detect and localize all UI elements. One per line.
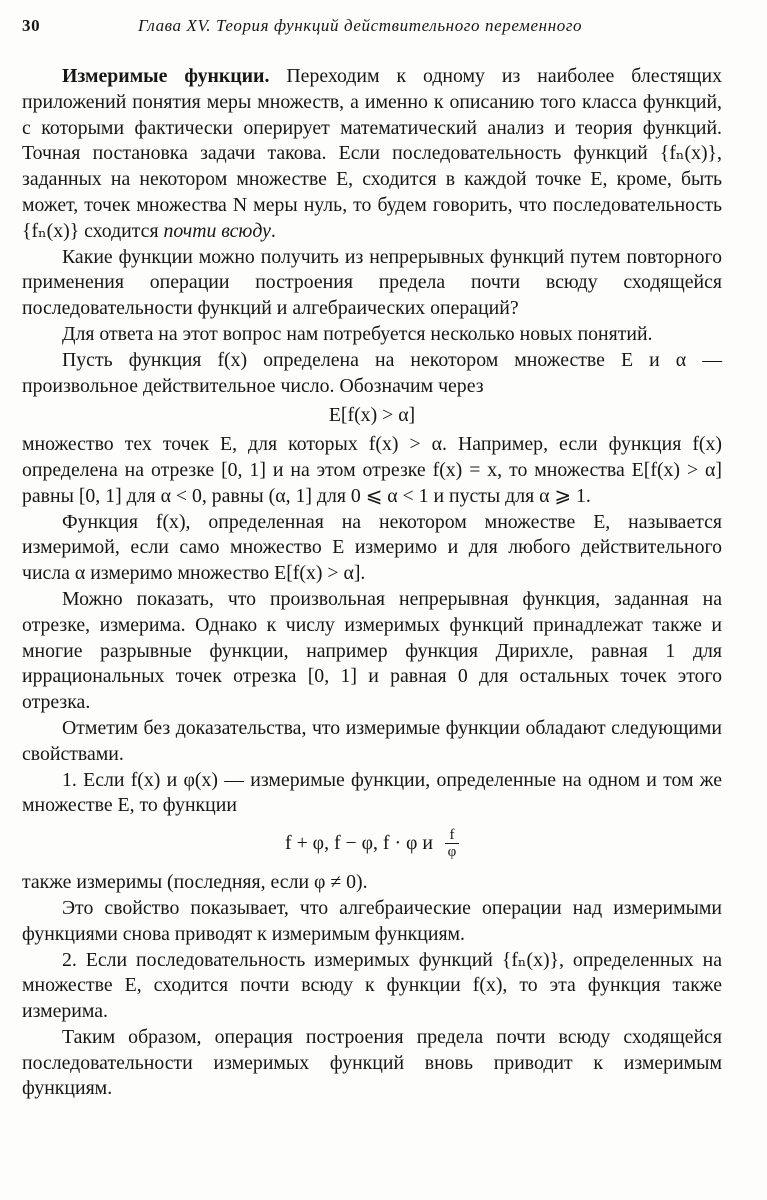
paragraph-definition: Функция f(x), определенная на некотором множестве E, называется измеримой, если само множество E измеримо и для любого действительного числа α измеримо множество E[f(x) > α]. (22, 510, 722, 585)
emphasis-almost-everywhere: почти всюду (163, 219, 271, 242)
paragraph-text: Переходим к одному из наиболее блестящих приложений понятия меры множеств, а именно к описанию того класса функций, с которыми фактически оперирует математический анализ и теория функций. Точная постановка задачи такова. Если последовательность функций {fₙ(x)}, заданных на некотором множестве E, сходится в каждой точке E, кроме, быть может, точек множества N меры нуль, то будем говорить, что последовательность {fₙ(x)} сходится (22, 65, 722, 242)
page-header (22, 16, 719, 46)
paragraph: Это свойство показывает, что алгебраические операции над измеримыми функциями снова приводят к измеримым функциям. (22, 896, 722, 945)
paragraph: Какие функции можно получить из непрерывных функций путем повторного применения операции построения предела почти всюду сходящейся последовательности функций и алгебраических операций? (22, 245, 722, 320)
formula-operations-text: f + φ, f − φ, f · φ и (285, 831, 433, 854)
paragraph: Можно показать, что произвольная непрерывная функция, заданная на отрезке, измерима. Однако к числу измеримых функций принадлежат также и многие разрывные функции, например функция Дирихле, равная 1 для иррациональных точек отрезка [0, 1] и равная 0 для остальных точек этого отрезка. (22, 587, 722, 714)
paragraph-measurable-functions (22, 64, 722, 245)
page-number: 30 (22, 16, 41, 35)
paragraph: также измеримы (последняя, если φ ≠ 0). (22, 871, 368, 894)
paragraph: Для ответа на этот вопрос нам потребуется несколько новых понятий. (62, 322, 653, 345)
running-title: Глава XV. Теория функций действительного переменного (138, 16, 583, 35)
formula-fraction (445, 827, 459, 860)
paragraph: Отметим без доказательства, что измеримые функции обладают следующими свойствами. (22, 716, 722, 765)
paragraph-property-2: 2. Если последовательность измеримых функций {fₙ(x)}, определенных на множестве E, сходится почти всюду к функции f(x), то эта функция также измерима. (22, 948, 722, 1023)
paragraph-text: . (270, 219, 276, 242)
formula-operations (22, 827, 722, 860)
fraction-denominator: φ (447, 844, 457, 861)
formula-set-notation: E[f(x) > α] (328, 404, 416, 427)
section-lead: Измеримые функции. (62, 65, 270, 87)
paragraph: Пусть функция f(x) определена на некотором множестве E и α — произвольное действительное число. Обозначим через (22, 348, 722, 397)
page-body (22, 64, 722, 1102)
paragraph: Таким образом, операция построения предела почти всюду сходящейся последовательности измеримых функций вновь приводит к измеримым функциям. (22, 1025, 722, 1100)
fraction-numerator: f (449, 827, 455, 844)
paragraph: множество тех точек E, для которых f(x) > α. Например, если функция f(x) определена на отрезке [0, 1] и на этом отрезке f(x) = x, то множества E[f(x) > α] равны [0, 1] для α < 0, равны (α, 1] для 0 ⩽ α < 1 и пусты для α ⩾ 1. (22, 433, 722, 507)
paragraph-property-1: 1. Если f(x) и φ(x) — измеримые функции, определенные на одном и том же множестве E, то функции (22, 768, 722, 817)
